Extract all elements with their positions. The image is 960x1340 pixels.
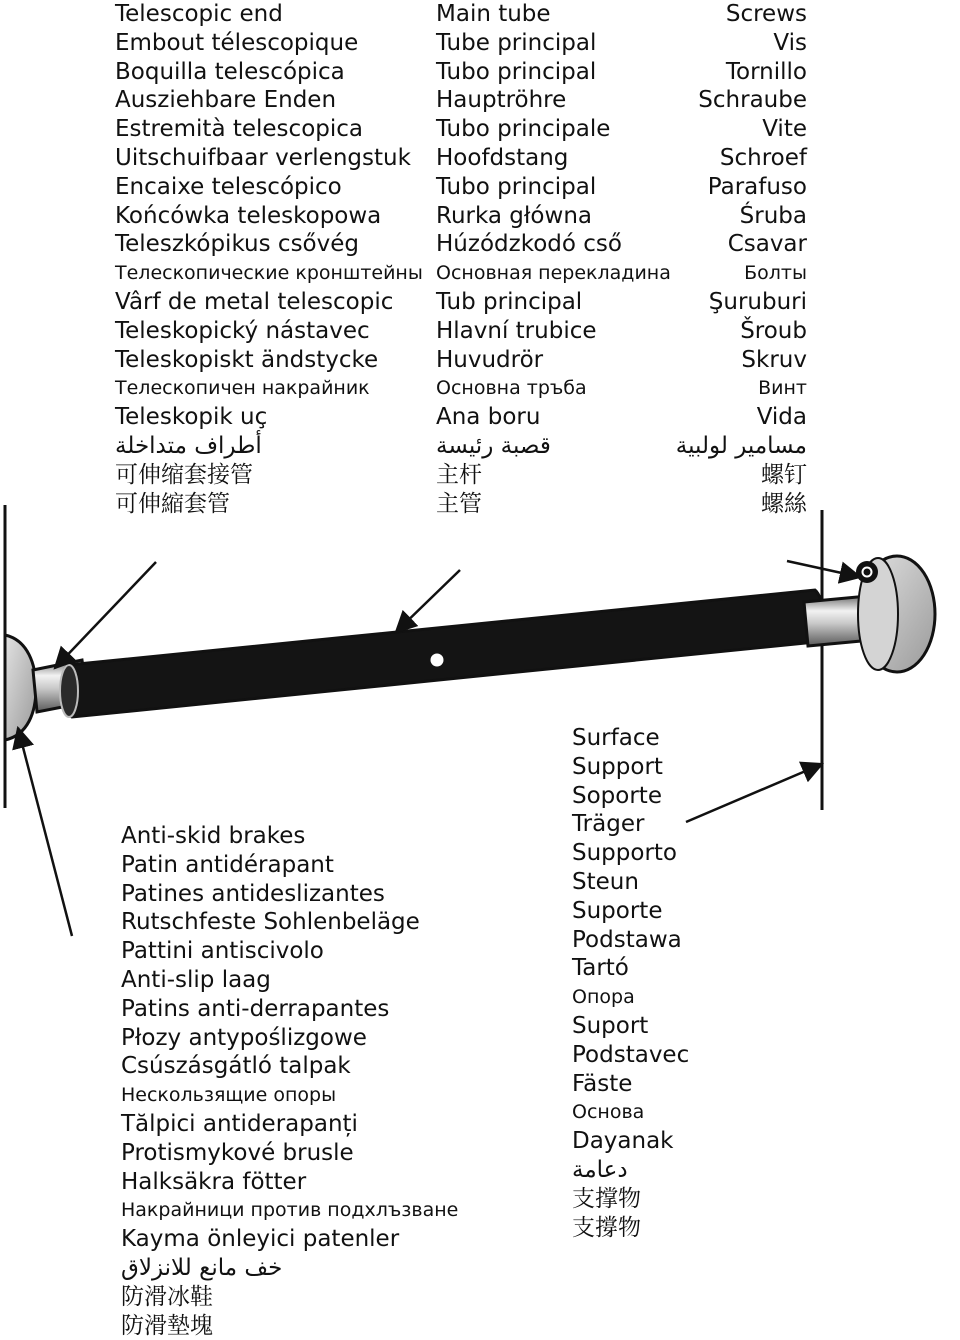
label-pl: Końcówka teleskopowa [115, 202, 382, 229]
label-hu: Húzódzkodó cső [436, 231, 622, 258]
label-cs: Podstavec [572, 1041, 690, 1068]
label-ar: دعامة [572, 1156, 628, 1183]
label-zh-tw: 可伸縮套管 [115, 490, 230, 517]
label-es: Boquilla telescópica [115, 58, 345, 85]
label-pt: Parafuso [707, 173, 807, 200]
label-nl: Hoofdstang [436, 144, 569, 171]
label-it: Vite [762, 116, 807, 143]
label-en: Telescopic end [115, 1, 283, 27]
label-pt: Encaixe telescópico [115, 173, 342, 200]
label-ro: Suport [572, 1012, 649, 1039]
label-hu: Tartó [572, 955, 629, 982]
label-zh-tw: 主管 [436, 490, 482, 517]
label-hu: Csavar [727, 231, 807, 258]
label-tr: Dayanak [572, 1128, 674, 1155]
label-sv: Teleskopiskt ändstycke [115, 346, 379, 373]
label-bg: Винт [758, 377, 807, 400]
label-de: Rutschfeste Sohlenbeläge [121, 909, 420, 936]
label-pt: Tubo principal [436, 173, 597, 200]
label-ar: قصبة رئيسة [436, 432, 551, 459]
label-pl: Rurka główna [436, 202, 592, 229]
anti-skid-arrow [18, 728, 72, 936]
label-ro: Vârf de metal telescopic [115, 288, 394, 315]
label-tr: Vida [756, 404, 807, 431]
label-ar: مسامير لولبية [675, 432, 807, 459]
label-en: Surface [572, 725, 660, 751]
label-bg: Накрайници против подхлъзване [121, 1199, 459, 1222]
label-ro: Şuruburi [708, 288, 807, 315]
label-ru: Нескользящие опоры [121, 1084, 337, 1107]
label-cs: Šroub [740, 317, 807, 344]
label-bg: Телескопичен накрайник [115, 377, 370, 400]
label-nl: Anti-slip laag [121, 966, 271, 993]
label-ar: خف مانع للانزلاق [121, 1254, 283, 1281]
label-it: Supporto [572, 840, 677, 867]
label-cs: Teleskopický nástavec [115, 317, 370, 344]
label-ar: أطراف متداخلة [115, 432, 262, 459]
label-pt: Patins anti-derrapantes [121, 995, 390, 1022]
label-ru: Телескопические кронштейны [115, 262, 423, 285]
label-bg: Основна тръба [436, 377, 587, 400]
label-nl: Uitschuifbaar verlengstuk [115, 144, 411, 171]
label-es: Patines antideslizantes [121, 880, 385, 907]
label-pt: Suporte [572, 897, 663, 924]
main-tube [62, 590, 823, 717]
label-es: Tubo principal [436, 58, 597, 85]
label-tr: Kayma önleyici patenler [121, 1226, 400, 1253]
label-sv: Huvudrör [436, 346, 544, 373]
telescopic-end-arrow [55, 562, 156, 668]
label-zh-cn: 可伸缩套接管 [115, 461, 253, 488]
label-de: Ausziehbare Enden [115, 87, 337, 114]
main-tube-rim [60, 665, 78, 717]
label-hu: Csúszásgátló talpak [121, 1053, 351, 1080]
label-nl: Schroef [719, 144, 807, 171]
label-en: Screws [725, 1, 807, 27]
label-zh-tw: 支撐物 [572, 1214, 641, 1241]
label-it: Estremità telescopica [115, 116, 363, 143]
label-ru: Основная перекладина [436, 262, 671, 285]
label-ru: Болты [744, 262, 807, 285]
label-fr: Tube principal [436, 29, 597, 56]
label-hu: Teleszkópikus csővég [115, 231, 359, 258]
label-zh-cn: 防滑冰鞋 [121, 1283, 213, 1310]
label-fr: Patin antidérapant [121, 851, 334, 878]
label-de: Schraube [698, 87, 807, 114]
label-cs: Protismykové brusle [121, 1139, 354, 1166]
label-ro: Tălpici antiderapanți [121, 1110, 358, 1137]
label-ru: Опора [572, 986, 635, 1009]
label-fr: Embout télescopique [115, 29, 359, 56]
surface-arrow [686, 764, 822, 822]
label-sv: Fäste [572, 1070, 633, 1097]
label-zh-tw: 螺絲 [761, 490, 807, 517]
label-tr: Ana boru [436, 404, 541, 431]
label-en: Anti-skid brakes [121, 823, 306, 849]
label-pl: Śruba [739, 202, 807, 229]
main-tube-arrow [396, 570, 460, 632]
label-it: Pattini antiscivolo [121, 938, 324, 965]
label-fr: Vis [773, 29, 807, 56]
label-sv: Halksäkra fötter [121, 1168, 307, 1195]
label-zh-tw: 防滑墊塊 [121, 1312, 213, 1339]
label-sv: Skruv [741, 346, 807, 373]
label-cs: Hlavní trubice [436, 317, 597, 344]
label-pl: Płozy antypoślizgowe [121, 1024, 367, 1051]
label-en: Main tube [436, 1, 551, 27]
label-ro: Tub principal [436, 288, 583, 315]
left-anti-skid-pad [5, 635, 36, 740]
label-nl: Steun [572, 868, 639, 895]
label-fr: Support [572, 753, 663, 780]
label-bg: Основа [572, 1101, 645, 1124]
label-es: Soporte [572, 782, 662, 809]
label-de: Träger [572, 811, 645, 838]
label-zh-cn: 主杆 [436, 461, 482, 488]
label-zh-cn: 支撑物 [572, 1185, 641, 1212]
label-tr: Teleskopik uç [115, 404, 268, 431]
label-it: Tubo principale [436, 116, 611, 143]
label-de: Hauptröhre [436, 87, 567, 114]
main-tube-hole [431, 654, 444, 667]
label-es: Tornillo [725, 58, 807, 85]
label-zh-cn: 螺钉 [761, 461, 807, 488]
label-pl: Podstawa [572, 926, 682, 953]
screw-head [856, 561, 878, 583]
